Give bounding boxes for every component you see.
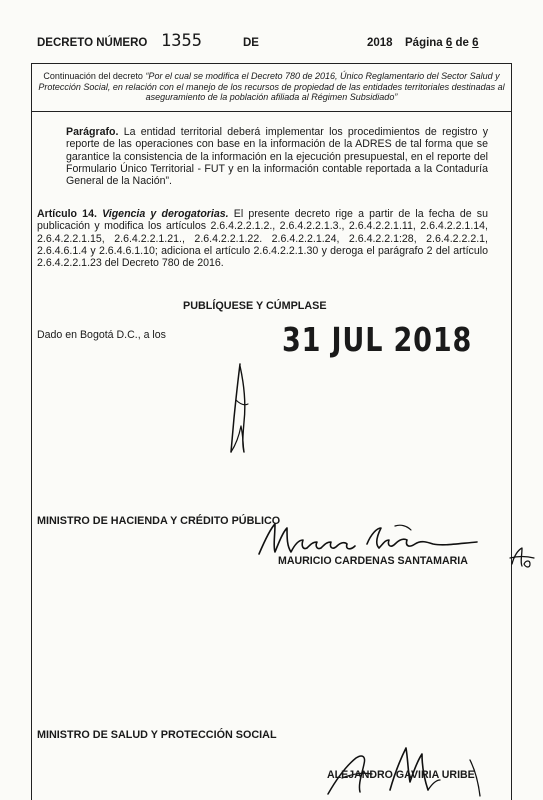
paragrafo-text: La entidad territorial deberá implementar los procedimientos de registro y reporte de las operaciones con base en la información de la ADRES de tal forma que se garantice la consistencia de la información en la ejecución presupuestal, en el reporte del Formulario Único Territorial - FUT y en la información contable reportada a la Contaduría General de la Nación”. xyxy=(66,126,488,188)
article-14-heading: Vigencia y derogatorias. xyxy=(102,208,229,220)
signatory-1-title: MINISTRO DE HACIENDA Y CRÉDITO PÚBLICO xyxy=(37,515,281,527)
article-14-text: El presente decreto rige a partir de la fecha de su publicación y modifica los artículos 2.6.4.2.2.1.2., 2.6.4.2.2.1.3., 2.6.4.2.2.1.11, 2.6.4.2.2.1.14, 2.6.4.2.2.1.15, 2.6.4.2.2.1.21., 2.6.4.2.2.1.22. 2.6.4.2.2.1.24, 2.6.4.2.2.1:28, 2.6.4.2.2.2.1, 2.6.4.6.1.4 y 2.6.4.6.1.10; adiciona el artículo 2.6.4.2.2.1.30 y deroga el parágrafo 2 del artículo 2.6.4.2.2.1.23 del Decreto 780 de 2016. xyxy=(37,208,488,270)
continuation-title: “Por el cual se modifica el Decreto 780 de 2016, Único Reglamentario del Sector Salud y Protección Social, en relación con el manejo de los recursos de propiedad de las entidades territoriales destinadas al aseguramiento de la población afiliada al Régimen Subsidiado” xyxy=(38,71,505,102)
publiquese-heading: PUBLÍQUESE Y CÚMPLASE xyxy=(183,300,327,312)
page-label: Página xyxy=(405,37,443,49)
dado-en-text: Dado en Bogotá D.C., a los xyxy=(37,329,166,341)
page-total: 6 xyxy=(472,37,479,49)
signature-1-icon xyxy=(255,514,485,560)
signatory-2-title: MINISTRO DE SALUD Y PROTECCIÓN SOCIAL xyxy=(37,729,277,741)
paragrafo-label: Parágrafo. xyxy=(66,126,119,138)
continuation-block xyxy=(36,71,507,103)
decree-label: DECRETO NÚMERO xyxy=(37,37,148,49)
article-14-block xyxy=(37,208,488,269)
date-stamp: 31 JUL 2018 xyxy=(282,320,473,359)
margin-initials-icon xyxy=(506,544,536,570)
decree-number: 1355 xyxy=(161,31,202,51)
continuation-lead: Continuación del decreto xyxy=(43,71,143,81)
president-signature-icon xyxy=(222,360,258,460)
signatory-2-name: ALEJANDRO GAVIRIA URIBE xyxy=(327,769,475,781)
de-label: DE xyxy=(243,37,259,49)
decree-year: 2018 xyxy=(367,37,393,49)
signatory-1-name: MAURICIO CARDENAS SANTAMARIA xyxy=(278,555,468,567)
page-indicator xyxy=(405,37,479,49)
article-14-label: Artículo 14. xyxy=(37,208,97,220)
paragrafo-block xyxy=(66,126,488,187)
continuation-divider xyxy=(31,111,512,112)
page-of: de xyxy=(455,37,469,49)
page-current: 6 xyxy=(445,37,453,49)
